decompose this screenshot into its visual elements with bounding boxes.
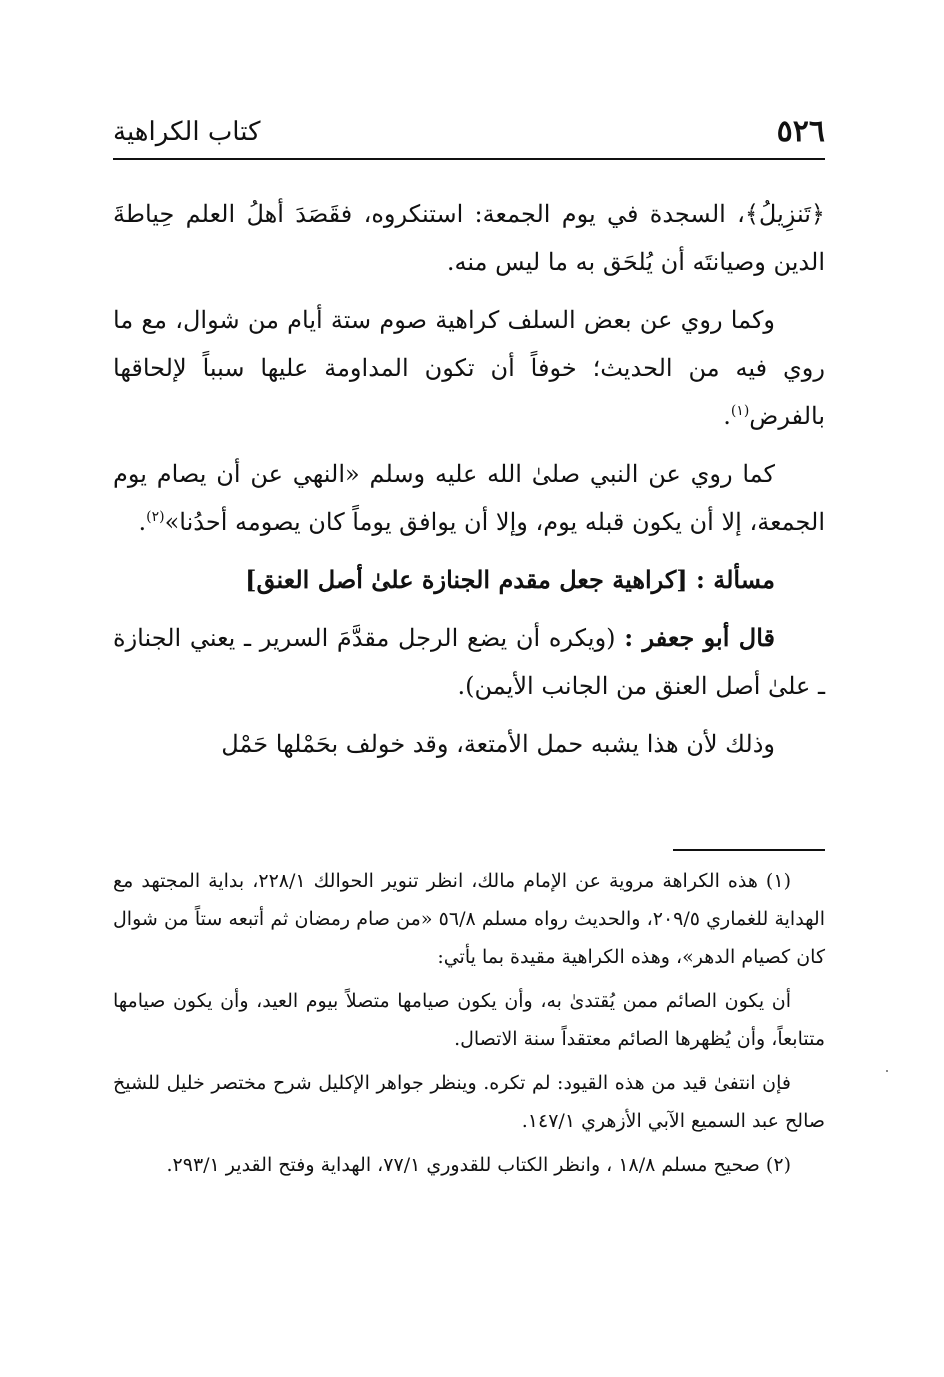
page-header — [113, 112, 825, 160]
page-number: ٥٢٦ — [776, 114, 825, 149]
footnote-ref-2[interactable]: (٢) — [146, 509, 165, 525]
paragraph-1 — [113, 190, 825, 286]
footnote-2: (٢) صحيح مسلم ١٨/٨ ، وانظر الكتاب للقدوري ٧٧/١، الهداية وفتح القدير ٢٩٣/١. — [166, 1154, 791, 1176]
footnote-1-conditions: أن يكون الصائم ممن يُقتدىٰ به، وأن يكون صيامها متصلاً بيوم العيد، وأن يكون صيامها متتابعاً، وأن يُظهرها الصائم معتقداً سنة الاتصال. — [113, 990, 825, 1050]
scan-speck — [886, 1070, 888, 1072]
running-title: كتاب الكراهية — [113, 117, 261, 147]
paragraph-1-text: ﴿تَنزِيلُ﴾، السجدة في يوم الجمعة: استنكروه، فقَصَدَ أهلُ العلم حِياطةَ الدين وصيانتَه أن يُلحَق به ما ليس منه. — [113, 200, 825, 276]
paragraph-3-text: كما روي عن النبي صلىٰ الله عليه وسلم «النهي عن أن يصام يوم الجمعة، إلا أن يكون قبله يوم، وإلا أن يوافق يوماً كان يصومه أحدُنا» — [113, 460, 825, 536]
paragraph-3-end: . — [138, 508, 147, 536]
footnotes — [113, 862, 825, 1190]
section-heading: مسألة : [كراهية جعل مقدم الجنازة علىٰ أصل العنق] — [245, 565, 775, 594]
paragraph-5 — [113, 720, 825, 768]
paragraph-2-end: . — [723, 402, 731, 430]
paragraph-4-lead: قال أبو جعفر : — [624, 623, 775, 652]
paragraph-4 — [113, 614, 825, 710]
paragraph-2 — [113, 296, 825, 440]
footnote-rule — [673, 849, 825, 851]
footnote-1: (١) هذه الكراهة مروية عن الإمام مالك، انظر تنوير الحوالك ٢٢٨/١، بداية المجتهد مع الهداية للغماري ٢٠٩/٥، والحديث رواه مسلم ٥٦/٨ «من صام رمضان ثم أتبعه ستاً من شوال كان كصيام الدهر»، وهذه الكراهية مقيدة بما يأتي: — [113, 870, 825, 968]
paragraph-4-text: (ويكره أن يضع الرجل مقدَّمَ السرير ـ يعني الجنازة ـ علىٰ أصل العنق من الجانب الأيمن). — [113, 624, 825, 700]
paragraph-3 — [113, 450, 825, 546]
footnote-1-note: فإن انتفىٰ قيد من هذه القيود: لم تكره. وينظر جواهر الإكليل شرح مختصر خليل للشيخ صالح عبد السميع الآبي الأزهري ١٤٧/١. — [113, 1072, 825, 1132]
paragraph-5-text: وذلك لأن هذا يشبه حمل الأمتعة، وقد خولف بحَمْلها حَمْل — [221, 730, 775, 758]
main-text — [113, 190, 825, 778]
footnote-ref-1[interactable]: (١) — [730, 403, 750, 419]
header-rule — [113, 158, 825, 160]
paragraph-2-text: وكما روي عن بعض السلف كراهية صوم ستة أيام من شوال، مع ما روي فيه من الحديث؛ خوفاً أن تكون المداومة عليها سبباً لإلحاقها بالفرض — [113, 306, 825, 430]
